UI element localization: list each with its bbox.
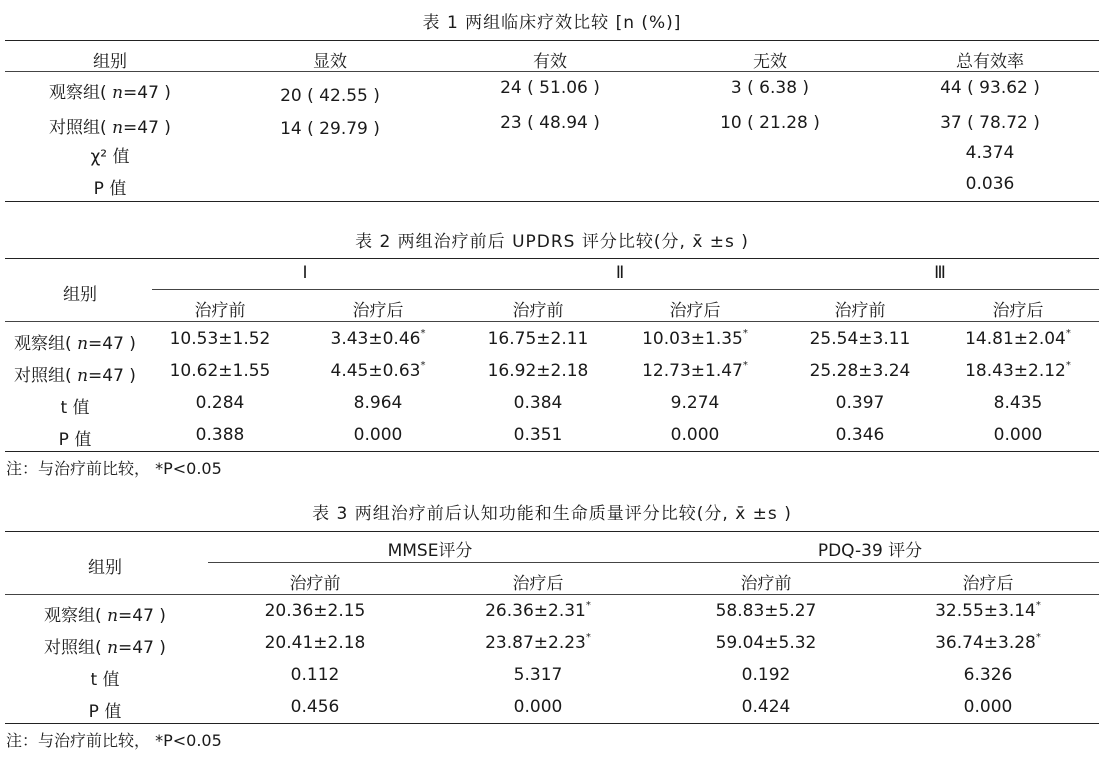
table-3-header-group: 组别: [88, 558, 122, 578]
significance-marker: *: [420, 328, 426, 339]
table-2-row-t-c3: 0.384: [513, 393, 563, 413]
table-3-top-rule: [5, 531, 1099, 532]
table-2-section-3: Ⅲ: [934, 263, 946, 283]
table-1-header-effective: 有效: [533, 52, 567, 72]
table-2-header-group: 组别: [63, 285, 97, 305]
table-3-section-mmse: MMSE评分: [387, 541, 473, 561]
table-2-row-ctrl-c3: 16.92±2.18: [487, 361, 589, 381]
significance-marker: *: [1065, 328, 1071, 339]
table-2-row-p-group: P 值: [58, 430, 92, 450]
table-2-section-2: Ⅱ: [615, 263, 625, 283]
significance-marker: *: [742, 360, 748, 371]
table-2-sub-6: 治疗后: [992, 301, 1044, 321]
table-2-row-obs-c4: [635, 329, 755, 349]
table-2-row-ctrl-c6: [958, 361, 1078, 381]
table-3-row-ctrl-c4: [928, 633, 1048, 653]
table-1-row-obs-group: 观察组( n=47 ): [49, 83, 171, 103]
table-2-row-obs-c2: [318, 329, 438, 349]
table-2-row-ctrl-c2-value: 4.45±0.63: [330, 361, 421, 381]
table-1-row-obs-ineffective: 3 ( 6.38 ): [730, 78, 810, 98]
table-2-bottom-rule: [5, 451, 1099, 452]
table-3-row-obs-c4: [928, 601, 1048, 621]
table-2-row-obs-c6: [958, 329, 1078, 349]
table-2-row-p-c2: 0.000: [353, 425, 403, 445]
table-3-row-p-c4: 0.000: [963, 697, 1013, 717]
table-3-sub-4: 治疗后: [962, 574, 1014, 594]
table-1-header-total-rate: 总有效率: [956, 52, 1024, 72]
table-2-row-ctrl-c1: 10.62±1.55: [169, 361, 271, 381]
table-2-row-ctrl-c5: 25.28±3.24: [809, 361, 911, 381]
table-3-header-rule: [5, 594, 1099, 595]
table-3-row-ctrl-c1: 20.41±2.18: [264, 633, 366, 653]
table-2-section-rule: [152, 289, 1099, 290]
significance-marker: *: [1065, 360, 1071, 371]
table-3-row-p-c2: 0.000: [513, 697, 563, 717]
table-3-row-obs-c1: 20.36±2.15: [264, 601, 366, 621]
table-3-row-t-group: t 值: [90, 670, 120, 690]
table-3-row-ctrl-c2: [478, 633, 598, 653]
table-2-section-1: Ⅰ: [302, 263, 308, 283]
table-3-row-obs-c4-value: 32.55±3.14: [935, 601, 1036, 621]
table-1-row-ctrl-effective: 23 ( 48.94 ): [500, 113, 600, 133]
table-2-row-p-c1: 0.388: [195, 425, 245, 445]
table-3-section-pdq: PDQ-39 评分: [817, 541, 923, 561]
table-3-row-ctrl-c4-value: 36.74±3.28: [935, 633, 1036, 653]
significance-marker: *: [420, 360, 426, 371]
table-2-note: 注：与治疗前比较， *P<0.05: [6, 459, 222, 478]
table-1-row-obs-total: 44 ( 93.62 ): [940, 78, 1040, 98]
table-2-row-obs-c5: 25.54±3.11: [809, 329, 911, 349]
table-2-row-ctrl-c4-value: 12.73±1.47: [642, 361, 743, 381]
table-2-row-ctrl-group: 对照组( n=47 ): [14, 366, 136, 386]
table-1-chi-label: χ² 值: [90, 147, 130, 167]
table-1-header-group: 组别: [93, 52, 127, 72]
table-1-bottom-rule: [5, 201, 1099, 202]
table-2-row-ctrl-c4: [635, 361, 755, 381]
table-2-row-p-c3: 0.351: [513, 425, 563, 445]
table-3-row-p-group: P 值: [88, 702, 122, 722]
table-3-row-t-c4: 6.326: [963, 665, 1013, 685]
significance-marker: *: [742, 328, 748, 339]
significance-marker: *: [585, 632, 591, 643]
table-2-row-obs-c4-value: 10.03±1.35: [642, 329, 743, 349]
table-3-row-ctrl-c2-value: 23.87±2.23: [485, 633, 586, 653]
table-2-sub-2: 治疗后: [352, 301, 404, 321]
table-2-sub-5: 治疗前: [834, 301, 886, 321]
table-2-row-t-c6: 8.435: [993, 393, 1043, 413]
table-3-section-rule: [208, 562, 1099, 563]
table-1-p-label: P 值: [93, 179, 127, 199]
table-2-row-p-c6: 0.000: [993, 425, 1043, 445]
table-3-row-p-c3: 0.424: [741, 697, 791, 717]
table-2-caption: 表 2 两组治疗前后 UPDRS 评分比较(分, x̄ ±s ): [355, 232, 749, 252]
table-2-row-ctrl-c6-value: 18.43±2.12: [965, 361, 1066, 381]
table-3-row-t-c2: 5.317: [513, 665, 563, 685]
table-2-sub-3: 治疗前: [512, 301, 564, 321]
table-3-row-t-c3: 0.192: [741, 665, 791, 685]
table-3-caption: 表 3 两组治疗前后认知功能和生命质量评分比较(分, x̄ ±s ): [312, 504, 792, 524]
table-1-top-rule: [5, 40, 1099, 41]
table-1-row-ctrl-group: 对照组( n=47 ): [49, 118, 171, 138]
table-2-top-rule: [5, 258, 1099, 259]
table-1-row-obs-marked: 20 ( 42.55 ): [280, 86, 380, 106]
significance-marker: *: [1035, 600, 1041, 611]
table-2-row-t-c1: 0.284: [195, 393, 245, 413]
table-2-row-obs-c3: 16.75±2.11: [487, 329, 589, 349]
table-3-row-obs-c2-value: 26.36±2.31: [485, 601, 586, 621]
table-3-bottom-rule: [5, 723, 1099, 724]
table-3-sub-1: 治疗前: [289, 574, 341, 594]
table-2-row-ctrl-c2: [318, 361, 438, 381]
table-2-sub-4: 治疗后: [669, 301, 721, 321]
table-1-row-ctrl-marked: 14 ( 29.79 ): [280, 119, 380, 139]
table-2-row-p-c5: 0.346: [835, 425, 885, 445]
table-1-caption: 表 1 两组临床疗效比较 [n (%)]: [422, 13, 682, 33]
table-1-row-obs-effective: 24 ( 51.06 ): [500, 78, 600, 98]
table-1-header-marked: 显效: [313, 52, 347, 72]
table-1-header-rule: [5, 71, 1099, 72]
table-1-header-ineffective: 无效: [753, 52, 787, 72]
table-2-row-obs-c6-value: 14.81±2.04: [965, 329, 1066, 349]
table-2-row-t-c4: 9.274: [670, 393, 720, 413]
table-1-row-ctrl-total: 37 ( 78.72 ): [940, 113, 1040, 133]
table-3-sub-2: 治疗后: [512, 574, 564, 594]
table-2-header-rule: [5, 321, 1099, 322]
table-3-row-ctrl-group: 对照组( n=47 ): [44, 638, 166, 658]
table-2-sub-1: 治疗前: [194, 301, 246, 321]
table-2-row-t-c5: 0.397: [835, 393, 885, 413]
table-3-row-p-c1: 0.456: [290, 697, 340, 717]
table-1-chi-value: 4.374: [965, 143, 1015, 163]
table-3-row-obs-group: 观察组( n=47 ): [44, 606, 166, 626]
table-3-row-obs-c2: [478, 601, 598, 621]
table-2-row-t-group: t 值: [60, 398, 90, 418]
table-2-row-p-c4: 0.000: [670, 425, 720, 445]
table-2-row-obs-group: 观察组( n=47 ): [14, 334, 136, 354]
table-3-note: 注：与治疗前比较， *P<0.05: [6, 731, 222, 750]
table-2-row-obs-c2-value: 3.43±0.46: [330, 329, 421, 349]
significance-marker: *: [585, 600, 591, 611]
table-2-row-t-c2: 8.964: [353, 393, 403, 413]
table-3-row-t-c1: 0.112: [290, 665, 340, 685]
table-2-row-obs-c1: 10.53±1.52: [169, 329, 271, 349]
table-1-row-ctrl-ineffective: 10 ( 21.28 ): [720, 113, 820, 133]
table-3-row-ctrl-c3: 59.04±5.32: [715, 633, 817, 653]
table-1-p-value: 0.036: [965, 174, 1015, 194]
table-3-sub-3: 治疗前: [740, 574, 792, 594]
table-3-row-obs-c3: 58.83±5.27: [715, 601, 817, 621]
significance-marker: *: [1035, 632, 1041, 643]
